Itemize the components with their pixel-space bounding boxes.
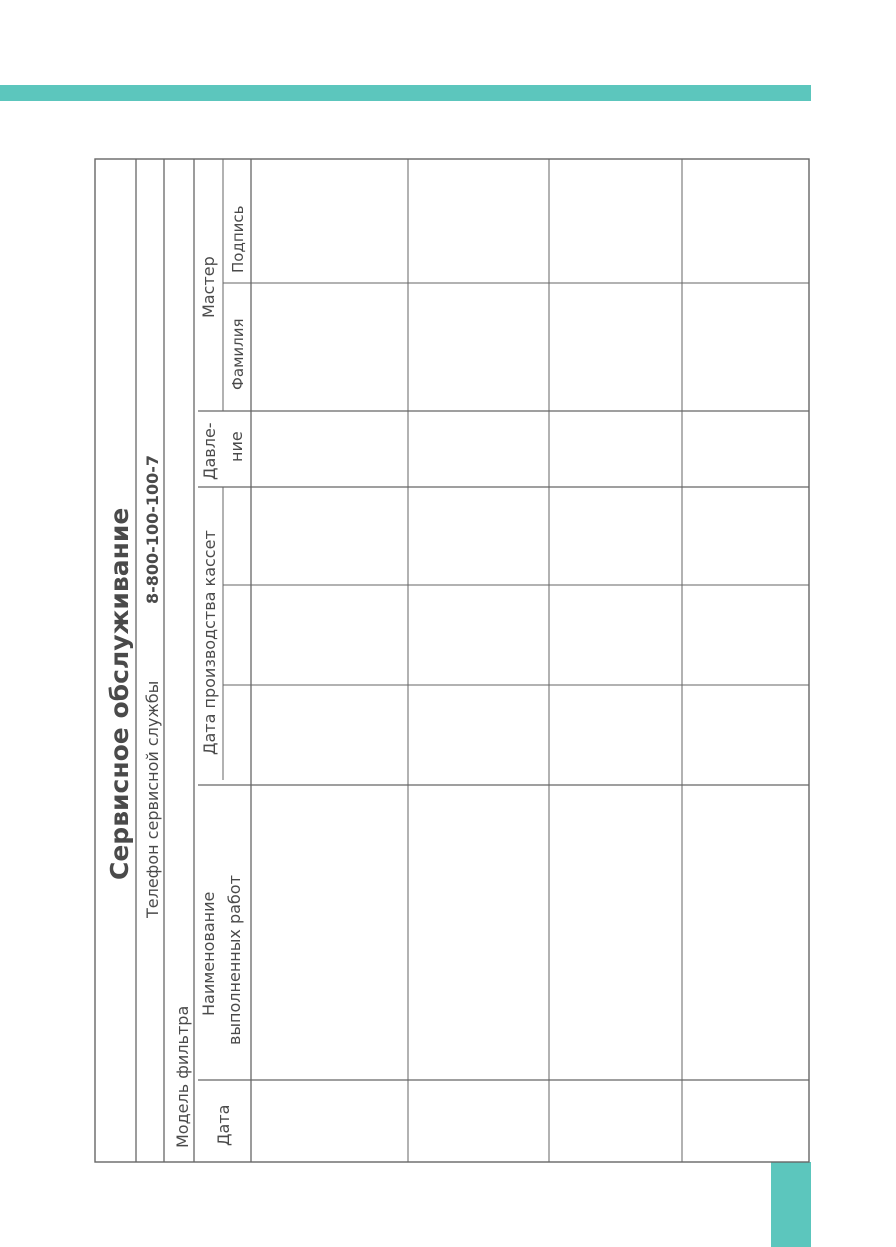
model-label: Модель фильтра [173,1005,192,1148]
col-header-works-line2: выполненных работ [225,875,244,1045]
col-header-pressure-line2: ние [227,431,246,462]
col-header-master-surname: Фамилия [229,318,247,390]
col-header-pressure-line1: Давле- [200,422,219,480]
col-header-master: Мастер [199,256,218,318]
form-title: Сервисное обслуживание [105,507,134,880]
col-header-master-signature: Подпись [229,205,247,273]
phone-label: Телефон сервисной службы [143,680,162,918]
col-header-works-line1: Наименование [199,891,218,1016]
phone-number: 8-800-100-100-7 [143,454,162,604]
col-header-date: Дата [214,1104,233,1146]
col-header-cassette-date: Дата производства кассет [200,530,219,755]
